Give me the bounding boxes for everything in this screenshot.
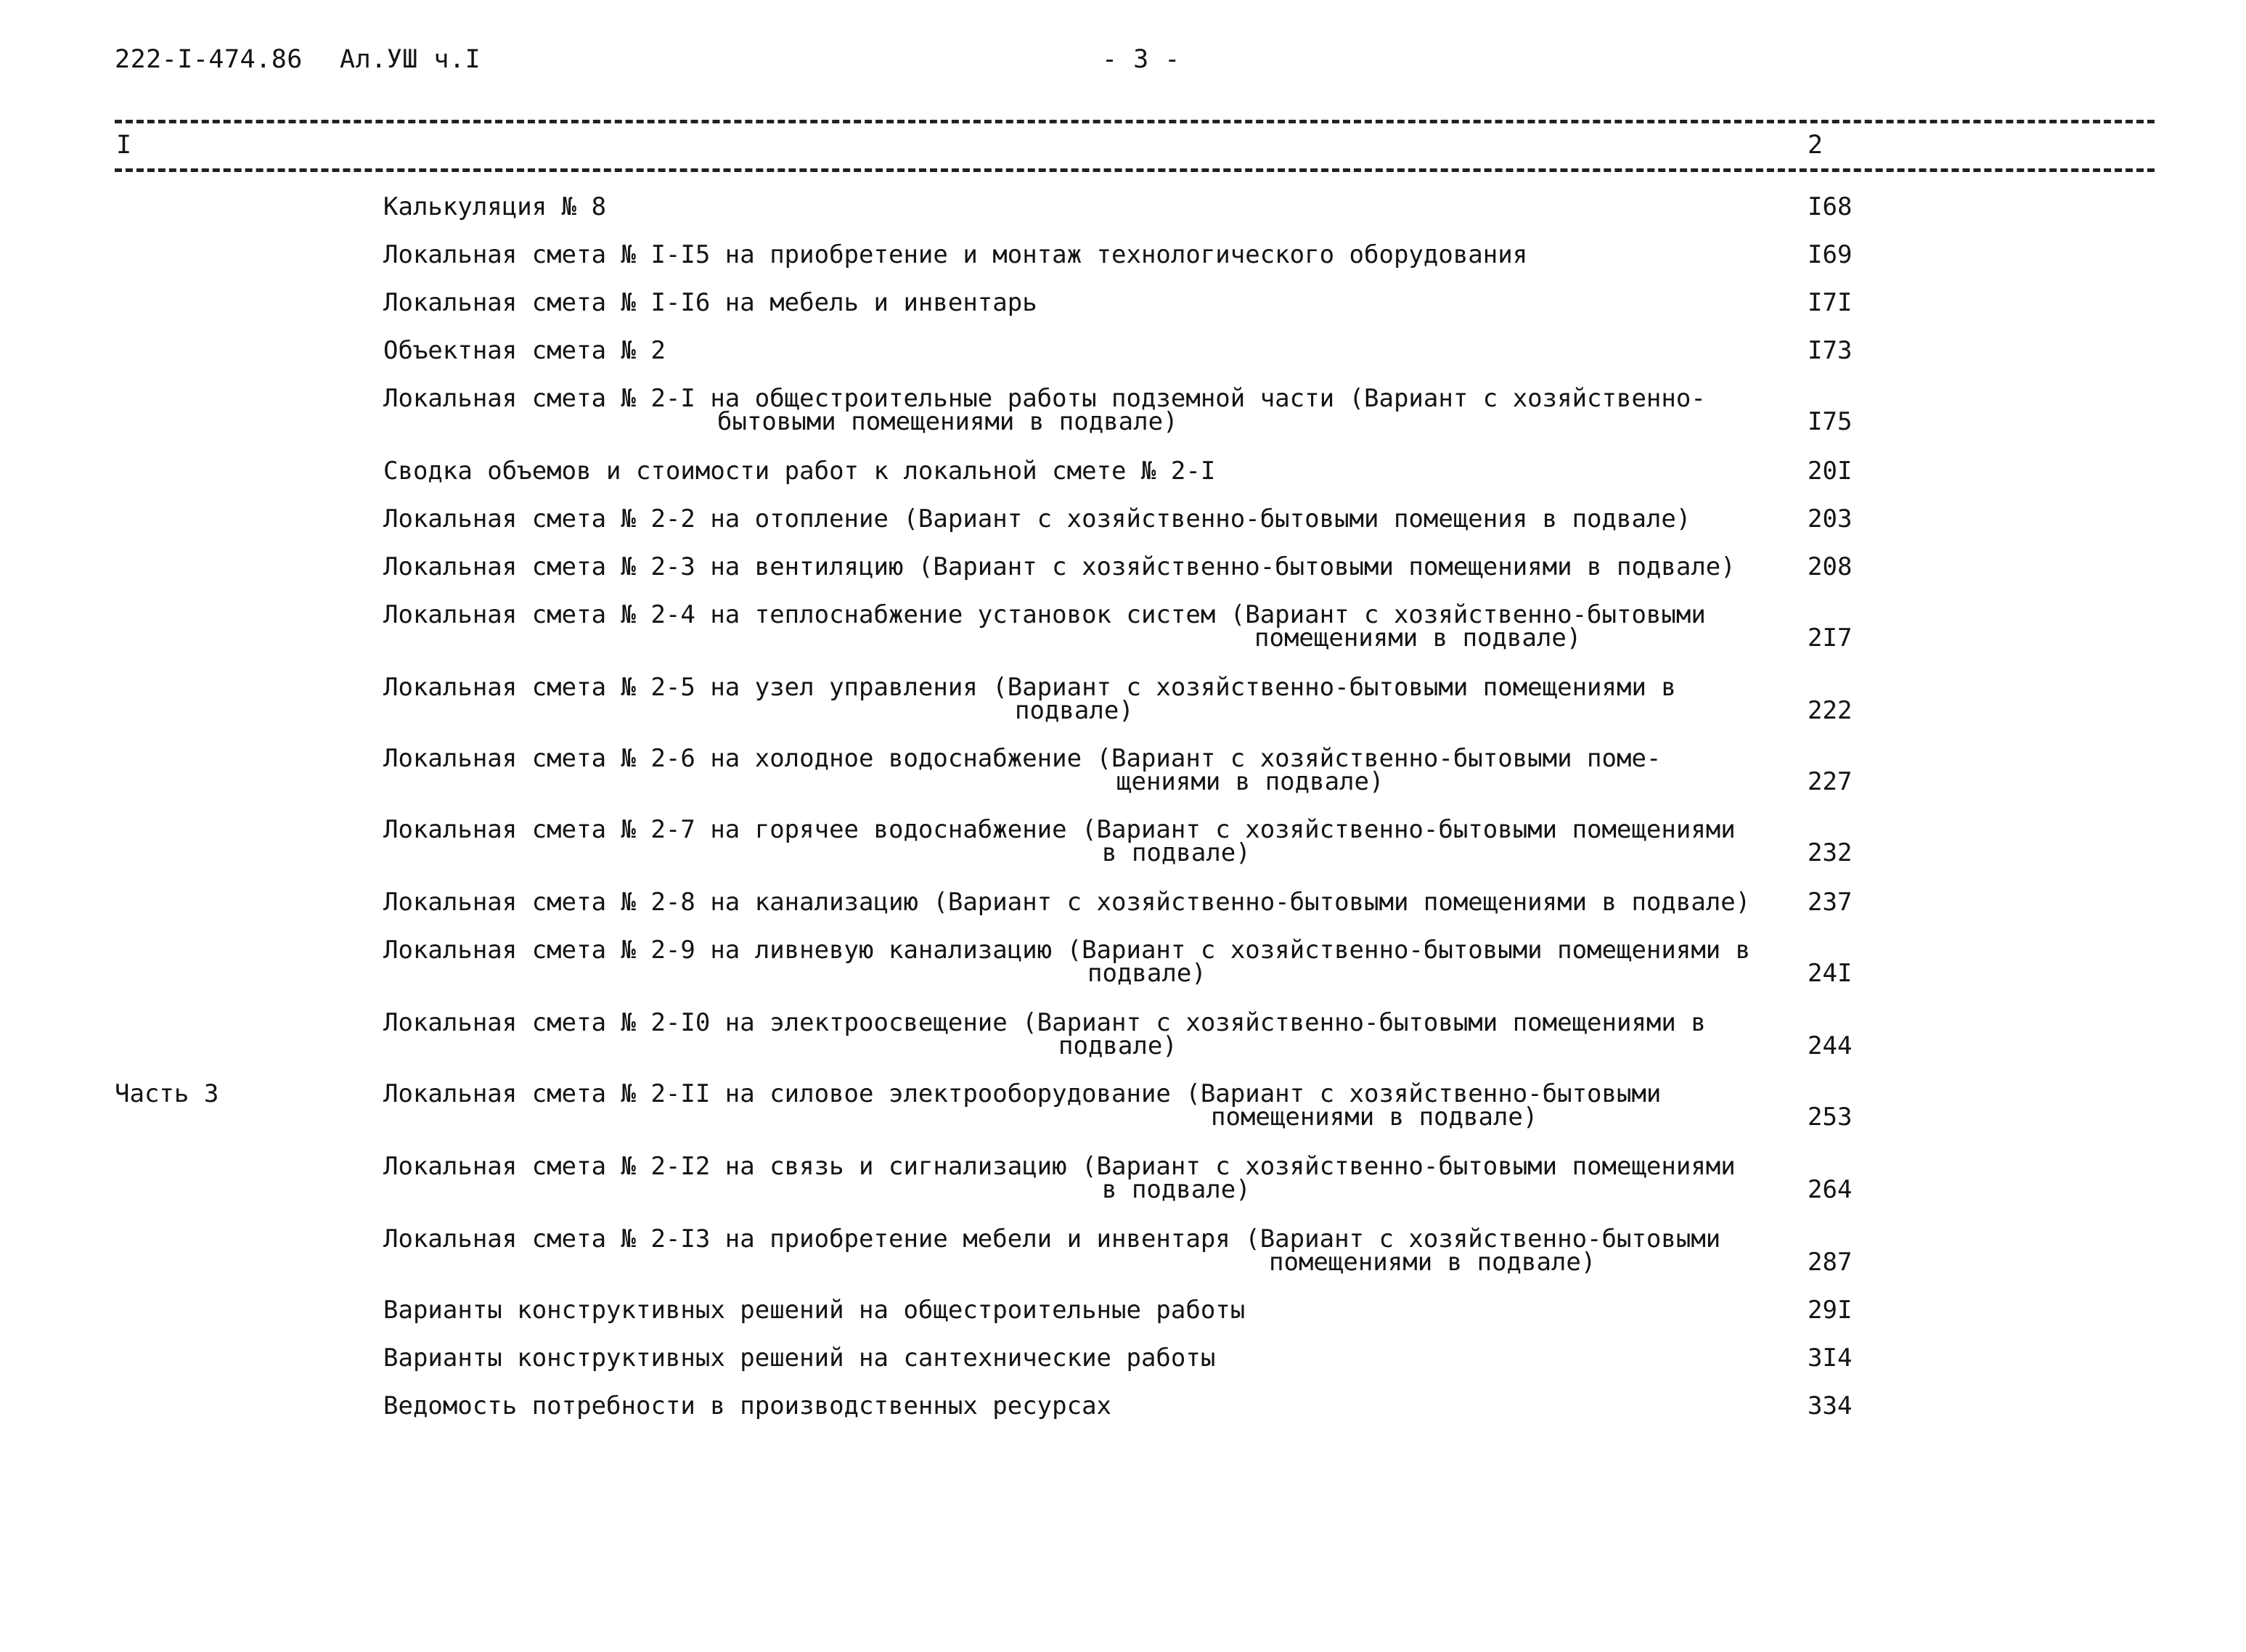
entry-title-continuation: подвале) — [1087, 959, 1206, 988]
entry-title-text: Локальная смета № I-I5 на приобретение и монтаж технологического оборудования — [383, 240, 1528, 269]
entry-title-text: Локальная смета № 2-7 на горячее водоснабжение (Вариант с хозяйственно-бытовыми помещениями — [383, 815, 1736, 844]
entry-page-number: 334 — [1808, 1391, 1853, 1420]
entry-title-continuation: помещениями в подвале) — [1254, 623, 1582, 653]
entry-title-text: Локальная смета № 2-5 на узел управления (Вариант с хозяйственно-бытовыми помещениями в — [383, 673, 1676, 702]
entry-title-text: Локальная смета № 2-I0 на электроосвещение (Вариант с хозяйственно-бытовыми помещениями в — [383, 1008, 1706, 1037]
entry-title-continuation: бытовыми помещениями в подвале) — [717, 407, 1178, 436]
entry-title — [383, 600, 1763, 653]
entry-title — [383, 242, 1763, 267]
entry-page-number: 24I — [1808, 959, 1853, 988]
entry-title-continuation: подвале) — [1015, 696, 1134, 725]
entry-title-continuation: помещениями в подвале) — [1269, 1248, 1596, 1277]
entry-title-continuation: подвале) — [1058, 1031, 1177, 1060]
entry-title-text: Варианты конструктивных решений на сантехнические работы — [383, 1344, 1216, 1373]
entry-title-text: Локальная смета № 2-6 на холодное водоснабжение (Вариант с хозяйственно-бытовыми поме- — [383, 744, 1662, 773]
entry-title-text: Локальная смета № I-I6 на мебель и инвентарь — [383, 288, 1037, 317]
entry-title — [383, 338, 1763, 363]
entry-title-continuation: помещениями в подвале) — [1211, 1103, 1538, 1132]
entry-title — [383, 290, 1763, 315]
document-code: 222-I-474.86 — [115, 45, 303, 74]
bottom-dashed-rule — [115, 168, 2155, 172]
section-label: Часть 3 — [115, 1079, 219, 1108]
entry-page-number: 3I4 — [1808, 1344, 1853, 1373]
entry-title-text: Ведомость потребности в производственных ресурсах — [383, 1391, 1112, 1420]
entry-title — [383, 457, 1763, 486]
entry-title-text: Объектная смета № 2 — [383, 336, 666, 365]
entry-title — [383, 1391, 1763, 1420]
entry-title — [383, 675, 1763, 723]
entry-page-number: 29I — [1808, 1296, 1853, 1325]
entry-page-number: 222 — [1808, 696, 1853, 725]
entry-title — [383, 1224, 1763, 1277]
entry-title — [383, 1296, 1763, 1325]
page-number: - 3 - — [1102, 45, 1180, 74]
entry-title-text: Варианты конструктивных решений на общестроительные работы — [383, 1296, 1246, 1325]
entry-title-text: Локальная смета № 2-I2 на связь и сигнализацию (Вариант с хозяйственно-бытовыми помещениями — [383, 1152, 1736, 1181]
entry-title — [383, 504, 1763, 533]
entry-title-text: Локальная смета № 2-II на силовое электрооборудование (Вариант с хозяйственно-бытовыми — [383, 1079, 1662, 1108]
entry-page-number: 232 — [1808, 838, 1853, 867]
entry-page-number: 253 — [1808, 1103, 1853, 1132]
entry-title-continuation: в подвале) — [1102, 838, 1251, 867]
entry-page-number: I75 — [1808, 407, 1853, 436]
entry-title-text: Локальная смета № 2-8 на канализацию (Вариант с хозяйственно-бытовыми помещениями в подвале) — [383, 888, 1751, 917]
column-header-1: I — [116, 131, 132, 160]
entry-page-number: I73 — [1808, 336, 1853, 365]
entry-title — [383, 1079, 1763, 1132]
entry-page-number: 287 — [1808, 1248, 1853, 1277]
column-header-2: 2 — [1808, 131, 1824, 160]
entry-page-number: 237 — [1808, 888, 1853, 917]
entry-page-number: 264 — [1808, 1175, 1853, 1204]
entry-title — [383, 552, 1763, 581]
entry-page-number: 208 — [1808, 552, 1853, 581]
entry-page-number: 203 — [1808, 504, 1853, 533]
entry-title — [383, 1010, 1763, 1058]
entry-title — [383, 192, 1763, 221]
entry-title-text: Локальная смета № 2-3 на вентиляцию (Вариант с хозяйственно-бытовыми помещениями в подвале) — [383, 552, 1736, 581]
entry-title-text: Локальная смета № 2-I3 на приобретение мебели и инвентаря (Вариант с хозяйственно-бытовыми — [383, 1224, 1721, 1254]
entry-title — [383, 386, 1763, 434]
entry-title-continuation: щениями в подвале) — [1116, 767, 1384, 796]
entry-page-number: 227 — [1808, 767, 1853, 796]
entry-page-number: 20I — [1808, 457, 1853, 486]
entry-title-text: Локальная смета № 2-2 на отопление (Вариант с хозяйственно-бытовыми помещения в подвале) — [383, 504, 1691, 533]
top-dashed-rule — [115, 120, 2155, 123]
entry-page-number: I68 — [1808, 192, 1853, 221]
entry-title — [383, 890, 1763, 915]
entry-title-text: Локальная смета № 2-I на общестроительные работы подземной части (Вариант с хозяйственно- — [383, 384, 1706, 413]
entry-page-number: I7I — [1808, 288, 1853, 317]
entry-title-text: Калькуляция № 8 — [383, 192, 607, 221]
entry-title-continuation: в подвале) — [1102, 1175, 1251, 1204]
entry-title-text: Сводка объемов и стоимости работ к локальной смете № 2-I — [383, 457, 1216, 486]
entry-title — [383, 938, 1763, 986]
entry-title — [383, 1154, 1763, 1202]
entry-title-text: Локальная смета № 2-9 на ливневую канализацию (Вариант с хозяйственно-бытовыми помещениями в — [383, 936, 1751, 965]
album-reference: Ал.УШ ч.I — [340, 45, 481, 74]
entry-page-number: 2I7 — [1808, 623, 1853, 653]
entry-page-number: I69 — [1808, 240, 1853, 269]
entry-title-text: Локальная смета № 2-4 на теплоснабжение установок систем (Вариант с хозяйственно-бытовыми — [383, 600, 1706, 629]
entry-title — [383, 1344, 1763, 1373]
entry-page-number: 244 — [1808, 1031, 1853, 1060]
entry-title — [383, 817, 1763, 865]
entry-title — [383, 746, 1763, 794]
